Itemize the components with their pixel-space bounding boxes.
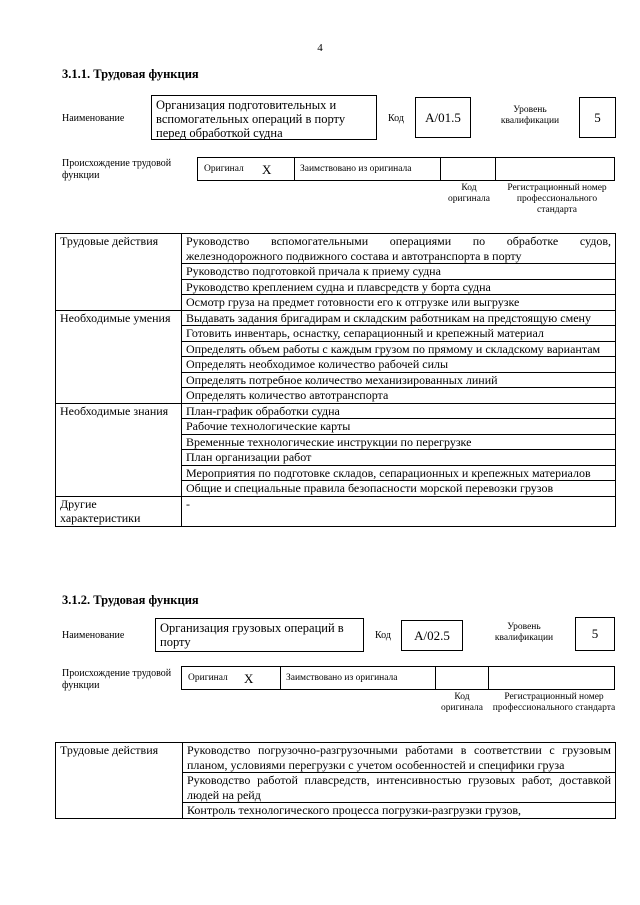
row-item: -	[182, 496, 616, 526]
function-table	[55, 742, 616, 819]
row-item: Контроль технологического процесса погрузки-разгрузки грузов,	[183, 803, 616, 819]
reg-number-cell	[495, 157, 615, 181]
original-mark: X	[262, 162, 272, 177]
origin-row	[197, 157, 615, 181]
reg-number-cell	[488, 666, 615, 690]
caption-original-code: Код оригинала	[441, 692, 483, 713]
name-label: Наименование	[62, 113, 125, 124]
table-row	[56, 743, 616, 773]
row-category: Необходимые умения	[56, 310, 182, 403]
row-item: Временные технологические инструкции по перегрузке	[182, 434, 616, 450]
row-item: Определять количество автотранспорта	[182, 388, 616, 404]
original-cell	[181, 666, 281, 690]
row-item: Мероприятия по подготовке складов, сепарационных и крепежных материалов	[182, 465, 616, 481]
row-item: Готовить инвентарь, оснастку, сепарационный и крепежный материал	[182, 326, 616, 342]
table-row	[56, 310, 616, 326]
row-item: План организации работ	[182, 450, 616, 466]
row-category: Необходимые знания	[56, 403, 182, 496]
section-heading: 3.1.2. Трудовая функция	[62, 593, 199, 607]
original-mark: X	[244, 671, 254, 686]
section-heading: 3.1.1. Трудовая функция	[62, 67, 199, 81]
row-item: Выдавать задания бригадирам и складским работникам на предстоящую смену	[182, 310, 616, 326]
borrowed-label: Заимствовано из оригинала	[300, 164, 412, 174]
table-row	[56, 496, 616, 526]
row-category: Трудовые действия	[56, 743, 183, 819]
caption-reg-number: Регистрационный номер профессионального стандарта	[492, 692, 616, 713]
table-row	[56, 403, 616, 419]
row-item: Определять потребное количество механизированных линий	[182, 372, 616, 388]
name-value: Организация грузовых операций в порту	[155, 618, 364, 652]
row-item: Руководство вспомогательными операциями по обработке судов, железнодорожного подвижного состава и автотранспорта в порту	[182, 234, 616, 264]
level-label: Уровень квалификации	[500, 105, 560, 126]
code-label: Код	[388, 113, 404, 124]
page-number: 4	[317, 42, 323, 54]
row-item: Руководство креплением судна и плавсредств у борта судна	[182, 279, 616, 295]
row-item: Осмотр груза на предмет готовности его к отгрузке или выгрузке	[182, 295, 616, 311]
original-code-cell	[440, 157, 496, 181]
name-value: Организация подготовительных и вспомогательных операций в порту перед обработкой судна	[151, 95, 377, 140]
row-item: Общие и специальные правила безопасности морской перевозки грузов	[182, 481, 616, 497]
row-item: Определять необходимое количество рабочей силы	[182, 357, 616, 373]
code-value: А/01.5	[415, 97, 471, 138]
row-item: Определять объем работы с каждым грузом по прямому и складскому вариантам	[182, 341, 616, 357]
level-value: 5	[579, 97, 616, 138]
row-category: Трудовые действия	[56, 234, 182, 311]
caption-reg-number: Регистрационный номер профессионального стандарта	[507, 183, 607, 215]
row-item: Рабочие технологические карты	[182, 419, 616, 435]
row-item: Руководство работой плавсредств, интенсивностью грузовых работ, доставкой людей на рейд	[183, 773, 616, 803]
row-item: План-график обработки судна	[182, 403, 616, 419]
original-cell	[197, 157, 295, 181]
original-label: Оригинал	[204, 164, 244, 174]
origin-label: Происхождение трудовой функции	[62, 158, 172, 181]
origin-row	[181, 666, 615, 690]
row-item: Руководство подготовкой причала к приему судна	[182, 264, 616, 280]
function-table	[55, 233, 616, 527]
caption-original-code: Код оригинала	[448, 183, 490, 204]
borrowed-label: Заимствовано из оригинала	[286, 673, 398, 683]
original-code-cell	[435, 666, 489, 690]
original-label: Оригинал	[188, 673, 228, 683]
row-category: Другие характеристики	[56, 496, 182, 526]
code-value: А/02.5	[401, 620, 463, 651]
borrowed-cell	[280, 666, 436, 690]
name-label: Наименование	[62, 630, 125, 641]
table-row	[56, 234, 616, 264]
origin-label: Происхождение трудовой функции	[62, 668, 172, 691]
code-label: Код	[375, 630, 391, 641]
borrowed-cell	[294, 157, 441, 181]
level-label: Уровень квалификации	[494, 622, 554, 643]
row-item: Руководство погрузочно-разгрузочными работами в соответствии с грузовым планом, условиями перегрузки с учетом особенностей и специфики груза	[183, 743, 616, 773]
level-value: 5	[575, 617, 615, 651]
